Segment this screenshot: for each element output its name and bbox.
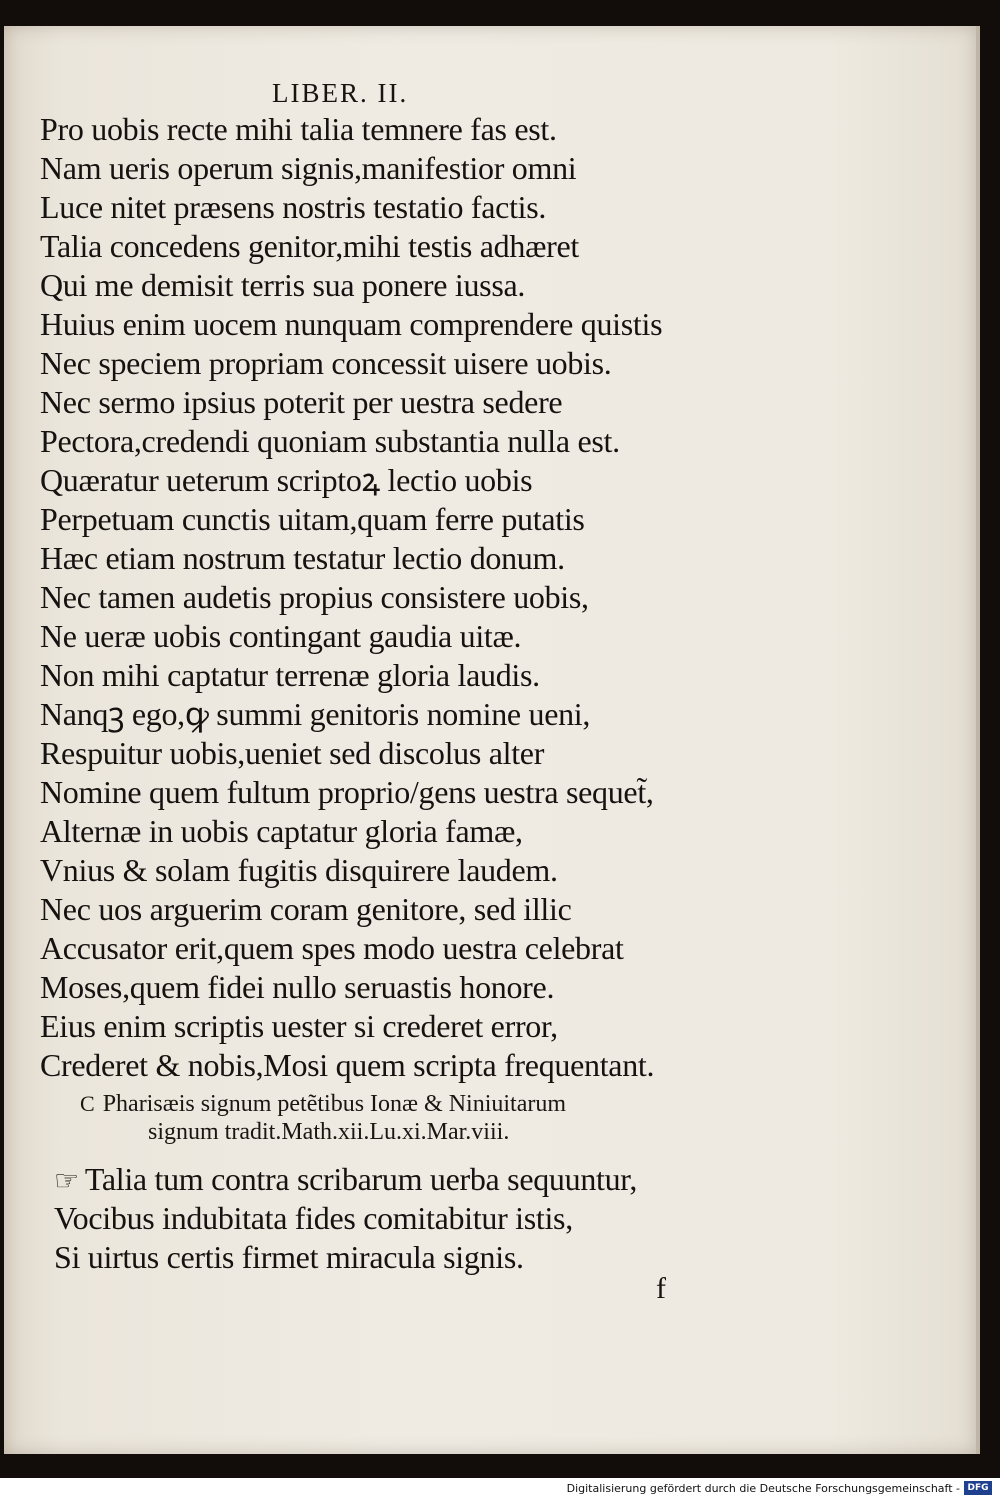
verse-line: Nec uos arguerim coram genitore, sed illic [40,891,572,927]
funding-credit: Digitalisierung gefördert durch die Deutsche Forschungsgemeinschaft - [566,1482,960,1495]
verse-line: Alternæ in uobis captatur gloria famæ, [40,813,523,849]
verse-line: Nanqꝫ ego,ꝙ summi genitoris nomine ueni, [40,696,591,732]
verse-line: Vocibus indubitata fides comitabitur istis, [54,1200,573,1236]
verse-line: Crederet & nobis,Mosi quem scripta frequentant. [40,1047,655,1083]
verse-line: Ne ueræ uobis contingant gaudia uitæ. [40,618,522,654]
verse-line: Nomine quem fultum proprio/gens uestra sequet̃, [40,774,654,810]
rubric-heading [80,1090,566,1146]
verse-line: Quæratur ueterum scriptoꝝ lectio uobis [40,462,533,498]
verse-line: Perpetuam cunctis uitam,quam ferre putatis [40,501,585,537]
verse-line: Moses,quem fidei nullo seruastis honore. [40,969,555,1005]
paragraph-mark: C [80,1091,95,1116]
verse-line: Qui me demisit terris sua ponere iussa. [40,267,526,303]
running-head: LIBER. II. [272,78,409,108]
verse-line: Si uirtus certis firmet miracula signis. [54,1239,524,1275]
verse-line: Accusator erit,quem spes modo uestra celebrat [40,930,624,966]
verse-line: Non mihi captatur terrenæ gloria laudis. [40,657,540,693]
verse-line: Vnius & solam fugitis disquirere laudem. [40,852,558,888]
verse-line [54,1160,637,1201]
verse-line: Respuitur uobis,ueniet sed discolus alter [40,735,545,771]
verse-line: Hæc etiam nostrum testatur lectio donum. [40,540,565,576]
verse-text: Talia tum contra scribarum uerba sequuntur, [84,1161,638,1197]
verse-line: Eius enim scriptis uester si crederet error, [40,1008,558,1044]
verse-line: Nec speciem propriam concessit uisere uobis. [40,345,612,381]
verse-line: Nec tamen audetis propius consistere uobis, [40,579,589,615]
dfg-logo: DFG [964,1481,992,1495]
verse-line: Nec sermo ipsius poterit per uestra sedere [40,384,563,420]
signature-mark: f [656,1272,666,1305]
rubric-line-2: signum tradit.Math.xii.Lu.xi.Mar.viii. [148,1119,510,1145]
verse-line: Pro uobis recte mihi talia temnere fas est. [40,111,557,147]
rubric-line-1: Pharisæis signum petẽtibus Ionæ & Niniuitarum [102,1091,567,1117]
verse-line: Talia concedens genitor,mihi testis adhæret [40,228,579,264]
verse-line: Huius enim uocem nunquam comprendere quistis [40,306,663,342]
page-edge [976,26,980,1454]
verse-line: Luce nitet præsens nostris testatio factis. [40,189,547,225]
verse-line: Nam ueris operum signis,manifestior omni [40,150,577,186]
verse-line: Pectora,credendi quoniam substantia nulla est. [40,423,620,459]
pointing-hand-icon: ☞ [54,1166,79,1197]
